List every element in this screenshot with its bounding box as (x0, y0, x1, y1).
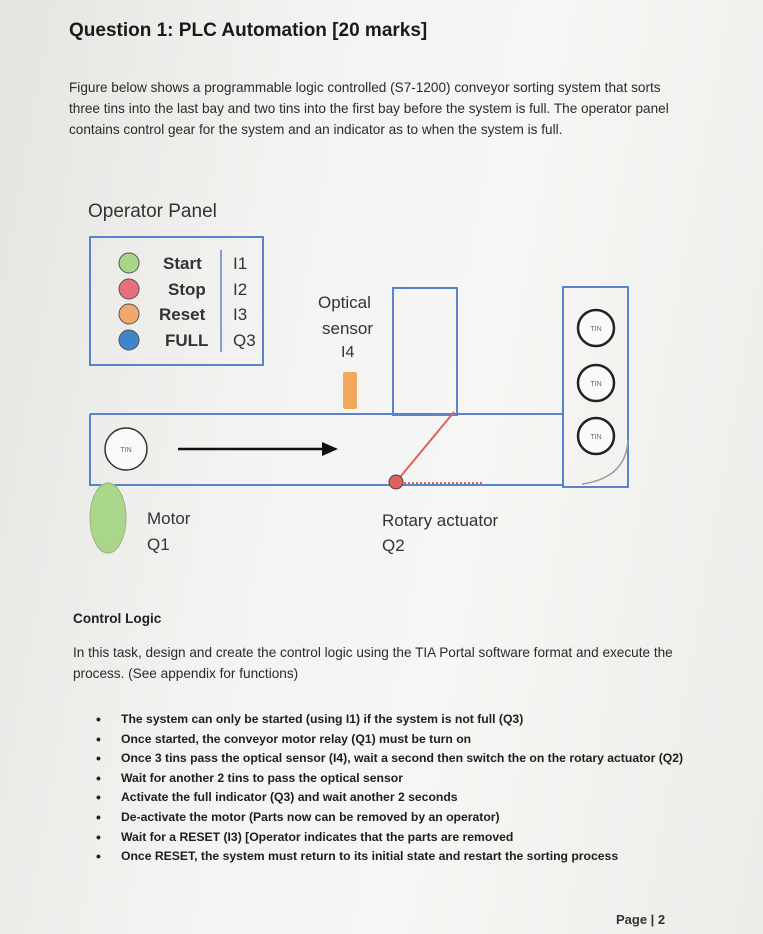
first-bay-box (393, 288, 457, 415)
start-label: Start (163, 254, 202, 273)
control-steps-list (84, 710, 684, 867)
operator-panel-title: Operator Panel (88, 201, 217, 222)
reset-indicator-light (119, 304, 139, 324)
list-item: • Once started, the conveyor motor relay (Q1) must be turn on (84, 730, 684, 750)
actuator-pivot (389, 475, 403, 489)
list-item: • Once RESET, the system must return to its initial state and restart the sorting process (84, 847, 684, 867)
motor-shape (90, 483, 126, 553)
list-item: • The system can only be started (using I1) if the system is not full (Q3) (84, 710, 684, 730)
sensor-label-line2: sensor (322, 319, 374, 338)
control-logic-heading: Control Logic (73, 611, 162, 626)
sensor-label-line1: Optical (318, 293, 371, 312)
list-item: • Wait for a RESET (I3) [Operator indicates that the parts are removed (84, 828, 684, 848)
intro-paragraph: Figure below shows a programmable logic controlled (S7-1200) conveyor sorting system that sorts three tins into the last bay and two tins into the first bay before the system is full. The operator panel contains control gear for the system and an indicator as to when the system is full. (69, 80, 669, 137)
stop-indicator-light (119, 279, 139, 299)
actuator-label: Rotary actuator (382, 511, 499, 530)
start-io: I1 (233, 254, 248, 273)
full-io: Q3 (233, 331, 256, 350)
reset-io: I3 (233, 305, 248, 324)
tin-label: TIN (590, 381, 602, 388)
full-label: FULL (165, 331, 209, 350)
reset-label: Reset (159, 305, 206, 324)
list-item: • Activate the full indicator (Q3) and wait another 2 seconds (84, 788, 684, 808)
motor-io: Q1 (147, 535, 170, 554)
list-item: • Once 3 tins pass the optical sensor (I4), wait a second then switch the on the rotary actuator (Q2) (84, 749, 684, 769)
question-title: Question 1: PLC Automation [20 marks] (69, 20, 428, 41)
sensor-io: I4 (341, 344, 355, 361)
motor-label: Motor (147, 509, 191, 528)
actuator-arm (396, 412, 454, 482)
tin-label: TIN (590, 434, 602, 441)
list-item: • De-activate the motor (Parts now can be removed by an operator) (84, 808, 684, 828)
control-logic-text: In this task, design and create the control logic using the TIA Portal software format and execute the process. (See appendix for functions) (73, 645, 673, 681)
tin-label: TIN (590, 326, 602, 333)
optical-sensor-device (343, 372, 357, 409)
page-number: Page | 2 (616, 912, 666, 927)
full-indicator-light (119, 330, 139, 350)
arrow-head (322, 442, 338, 456)
tin-label: TIN (120, 447, 132, 454)
stop-label: Stop (168, 280, 206, 299)
start-indicator-light (119, 253, 139, 273)
actuator-io: Q2 (382, 536, 405, 555)
stop-io: I2 (233, 280, 248, 299)
list-item: • Wait for another 2 tins to pass the optical sensor (84, 769, 684, 789)
